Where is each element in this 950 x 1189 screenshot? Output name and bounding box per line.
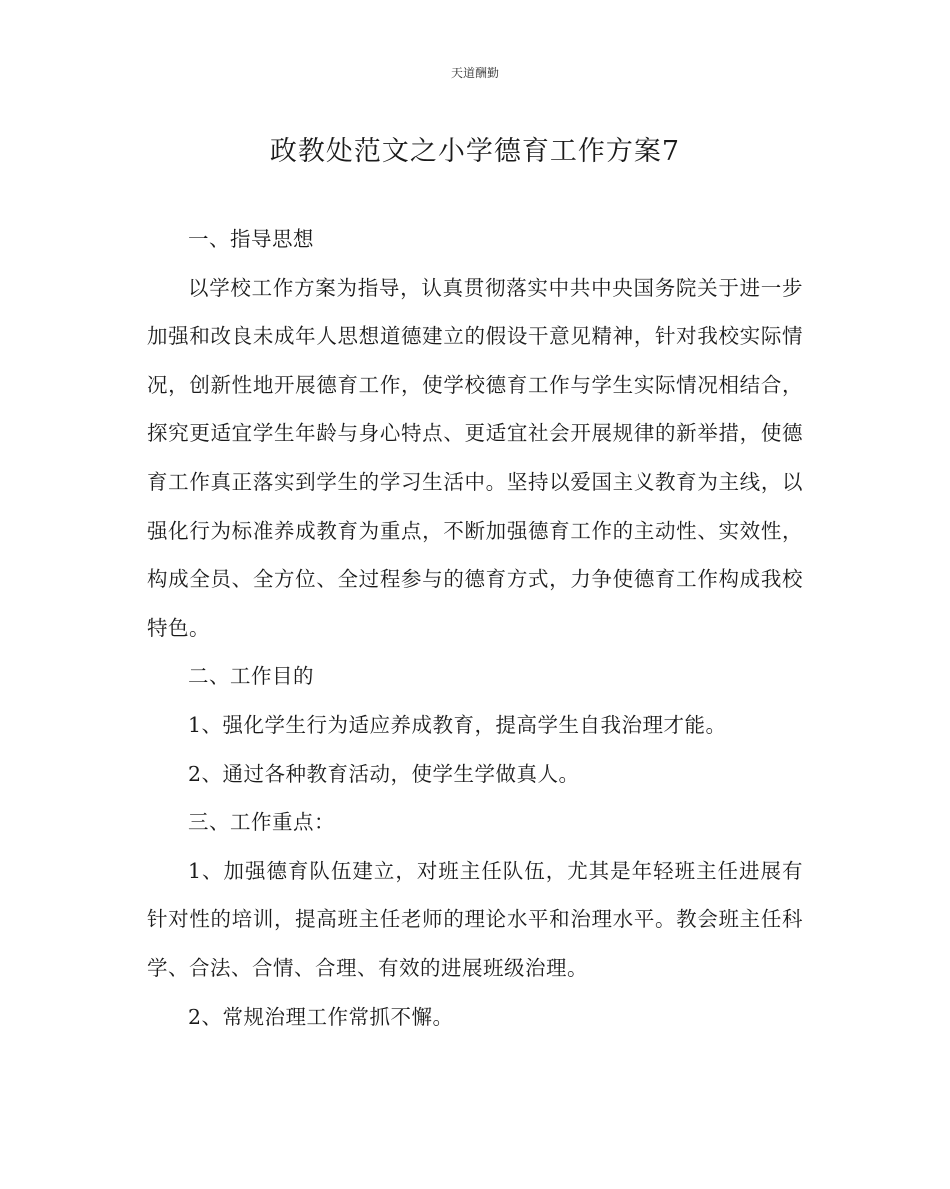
list-item-goal-1: 1、强化学生行为适应养成教育，提高学生自我治理才能。 [188,712,727,737]
document-body [147,215,803,1041]
list-item-goal-2: 2、通过各种教育活动，使学生学做真人。 [188,761,580,786]
list-item-focus-2: 2、常规治理工作常抓不懈。 [188,1004,454,1029]
paragraph-guiding-ideology: 以学校工作方案为指导，认真贯彻落实中共中央国务院关于进一步加强和改良未成年人思想道德建立的假设干意见精神，针对我校实际情况，创新性地开展德育工作，使学校德育工作与学生实际情况相结合，探究更适宜学生年龄与身心特点、更适宜社会开展规律的新举措，使德育工作真正落实到学生的学习生活中。坚持以爱国主义教育为主线，以强化行为标准养成教育为重点，不断加强德育工作的主动性、实效性，构成全员、全方位、全过程参与的德育方式，力争使德育工作构成我校特色。 [147,275,803,640]
section-heading-work-goals: 二、工作目的 [188,664,314,689]
list-item-focus-1: 1、加强德育队伍建立，对班主任队伍，尤其是年轻班主任进展有针对性的培训，提高班主任老师的理论水平和治理水平。教会班主任科学、合法、合情、合理、有效的进展班级治理。 [147,858,803,980]
section-heading-guiding-ideology: 一、指导思想 [188,227,314,251]
page-header: 天道酬勤 [450,66,499,80]
section-heading-work-focus: 三、工作重点： [188,810,335,835]
document-title: 政教处范文之小学德育工作方案7 [269,136,681,167]
